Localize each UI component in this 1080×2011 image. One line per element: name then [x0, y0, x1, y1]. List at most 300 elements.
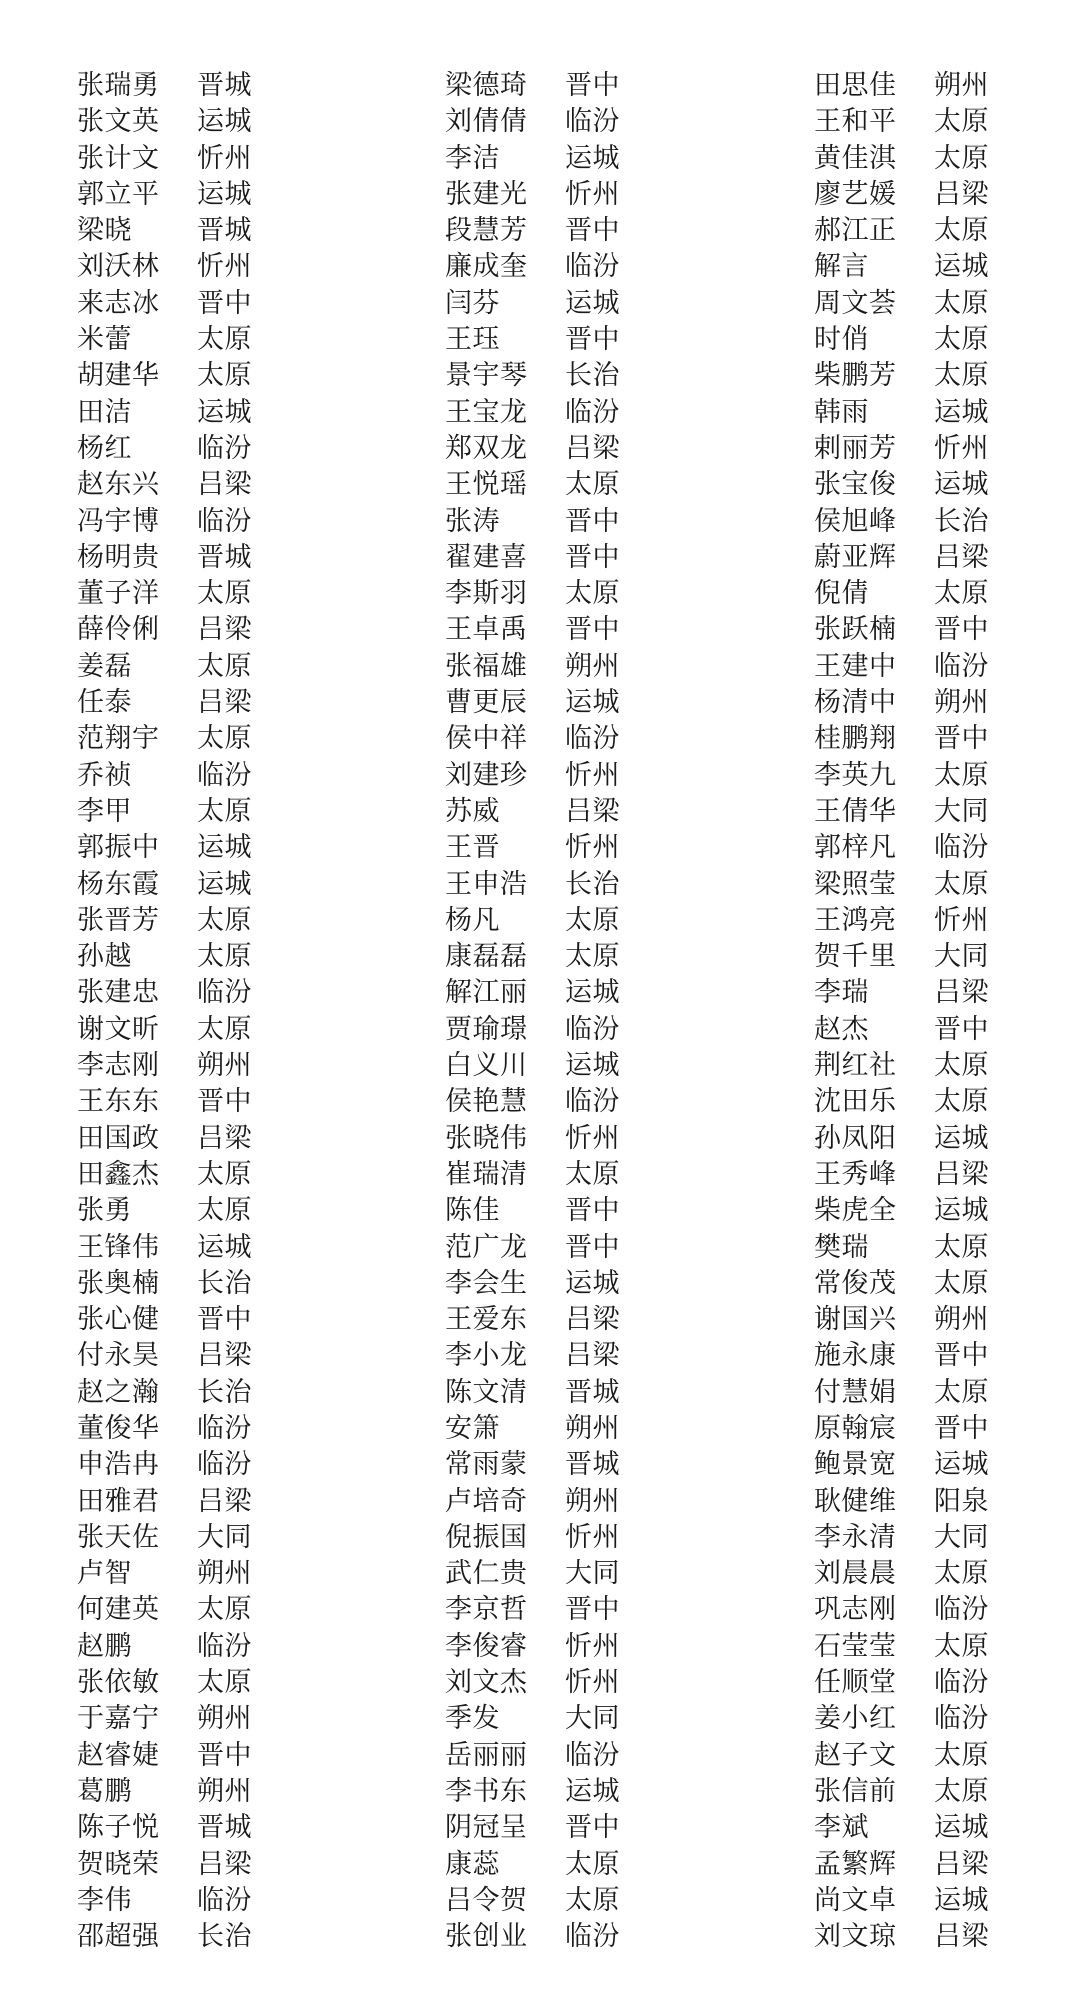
name-entry — [77, 431, 377, 467]
person-name: 郭立平 — [77, 178, 160, 210]
name-entry — [814, 1520, 1080, 1556]
name-entry — [814, 721, 1080, 757]
city-name: 吕梁 — [197, 1485, 252, 1517]
city-name: 晋城 — [197, 215, 252, 247]
name-entry — [77, 721, 377, 757]
name-entry — [77, 758, 377, 794]
name-entry — [814, 1592, 1080, 1628]
name-entry — [445, 1338, 745, 1374]
name-entry — [445, 758, 745, 794]
person-name: 于嘉宁 — [77, 1703, 160, 1735]
name-entry — [77, 685, 377, 721]
person-name: 任顺堂 — [814, 1667, 897, 1699]
name-entry — [445, 1157, 745, 1193]
city-name: 临汾 — [565, 723, 620, 755]
city-name: 长治 — [197, 1376, 252, 1408]
person-name: 刘倩倩 — [445, 106, 528, 138]
city-name: 朔州 — [934, 1304, 989, 1336]
person-name: 杨东霞 — [77, 868, 160, 900]
city-name: 运城 — [565, 687, 620, 719]
city-name: 运城 — [565, 287, 620, 319]
name-entry — [77, 1847, 377, 1883]
person-name: 吕令贺 — [445, 1884, 528, 1916]
person-name: 张瑞勇 — [77, 70, 160, 101]
name-entry — [814, 177, 1080, 213]
person-name: 安箫 — [445, 1412, 500, 1444]
city-name: 运城 — [565, 142, 620, 174]
name-entry — [814, 1048, 1080, 1084]
person-name: 孙凤阳 — [814, 1122, 897, 1154]
name-entry — [445, 1302, 745, 1338]
city-name: 晋城 — [197, 70, 252, 101]
city-name: 临汾 — [934, 1667, 989, 1699]
person-name: 李书东 — [445, 1775, 528, 1807]
city-name: 太原 — [565, 941, 620, 973]
person-name: 孟繁辉 — [814, 1848, 897, 1880]
city-name: 太原 — [934, 1376, 989, 1408]
name-entry — [445, 1484, 745, 1520]
name-entry — [77, 576, 377, 612]
name-entry — [77, 939, 377, 975]
person-name: 张晓伟 — [445, 1122, 528, 1154]
person-name: 施永康 — [814, 1340, 897, 1372]
city-name: 临汾 — [197, 1449, 252, 1481]
name-entry — [77, 395, 377, 431]
person-name: 常俊茂 — [814, 1267, 897, 1299]
city-name: 临汾 — [565, 1739, 620, 1771]
person-name: 张勇 — [77, 1195, 132, 1227]
person-name: 刘沃林 — [77, 251, 160, 283]
city-name: 吕梁 — [565, 795, 620, 827]
city-name: 吕梁 — [565, 432, 620, 464]
person-name: 解言 — [814, 251, 869, 283]
name-entry — [814, 975, 1080, 1011]
name-entry — [814, 576, 1080, 612]
city-name: 吕梁 — [934, 1921, 989, 1953]
city-name: 太原 — [197, 578, 252, 610]
person-name: 王锋伟 — [77, 1231, 160, 1263]
name-entry — [445, 1411, 745, 1447]
person-name: 贺晓荣 — [77, 1848, 160, 1880]
city-name: 吕梁 — [934, 1848, 989, 1880]
person-name: 田洁 — [77, 396, 132, 428]
city-name: 临汾 — [197, 977, 252, 1009]
person-name: 冯宇博 — [77, 505, 160, 537]
person-name: 郑双龙 — [445, 432, 528, 464]
city-name: 运城 — [934, 251, 989, 283]
person-name: 刘文琼 — [814, 1921, 897, 1953]
person-name: 原翰宸 — [814, 1412, 897, 1444]
name-entry — [814, 758, 1080, 794]
person-name: 李俊睿 — [445, 1630, 528, 1662]
city-name: 运城 — [197, 396, 252, 428]
city-name: 临汾 — [565, 1013, 620, 1045]
city-name: 运城 — [934, 1122, 989, 1154]
name-entry — [77, 867, 377, 903]
city-name: 太原 — [197, 360, 252, 392]
city-name: 运城 — [197, 178, 252, 210]
person-name: 翟建喜 — [445, 541, 528, 573]
city-name: 晋中 — [934, 723, 989, 755]
name-entry — [445, 576, 745, 612]
person-name: 何建英 — [77, 1594, 160, 1626]
name-entry — [814, 1230, 1080, 1266]
person-name: 廖艺媛 — [814, 178, 897, 210]
name-entry — [814, 322, 1080, 358]
city-name: 太原 — [934, 287, 989, 319]
name-entry — [445, 504, 745, 540]
city-name: 太原 — [934, 215, 989, 247]
person-name: 张建忠 — [77, 977, 160, 1009]
name-entry — [445, 975, 745, 1011]
person-name: 米蕾 — [77, 324, 132, 356]
city-name: 忻州 — [197, 251, 252, 283]
name-entry — [445, 1883, 745, 1919]
name-entry — [445, 649, 745, 685]
city-name: 太原 — [565, 1158, 620, 1190]
person-name: 樊瑞 — [814, 1231, 869, 1263]
person-name: 任泰 — [77, 687, 132, 719]
name-entry — [77, 213, 377, 249]
person-name: 武仁贵 — [445, 1558, 528, 1590]
name-entry — [77, 1266, 377, 1302]
city-name: 运城 — [565, 1267, 620, 1299]
city-name: 太原 — [934, 1267, 989, 1299]
name-entry — [77, 975, 377, 1011]
city-name: 朔州 — [934, 70, 989, 101]
name-entry — [814, 867, 1080, 903]
person-name: 贺千里 — [814, 941, 897, 973]
city-name: 晋中 — [565, 614, 620, 646]
name-entry — [77, 68, 377, 104]
name-entry — [814, 1847, 1080, 1883]
name-entry — [77, 1520, 377, 1556]
person-name: 王宝龙 — [445, 396, 528, 428]
name-entry — [814, 1375, 1080, 1411]
city-name: 太原 — [934, 324, 989, 356]
city-name: 临汾 — [197, 432, 252, 464]
name-entry — [445, 685, 745, 721]
person-name: 姜小红 — [814, 1703, 897, 1735]
name-entry — [445, 540, 745, 576]
city-name: 运城 — [934, 396, 989, 428]
person-name: 贾瑜璟 — [445, 1013, 528, 1045]
person-name: 刘晨晨 — [814, 1558, 897, 1590]
person-name: 尚文卓 — [814, 1884, 897, 1916]
name-entry — [77, 1738, 377, 1774]
name-entry — [445, 1121, 745, 1157]
name-entry — [814, 939, 1080, 975]
city-name: 阳泉 — [934, 1485, 989, 1517]
person-name: 倪振国 — [445, 1521, 528, 1553]
city-name: 晋中 — [934, 614, 989, 646]
person-name: 张计文 — [77, 142, 160, 174]
name-entry — [77, 649, 377, 685]
person-name: 付慧娟 — [814, 1376, 897, 1408]
person-name: 范广龙 — [445, 1231, 528, 1263]
city-name: 晋中 — [565, 1231, 620, 1263]
city-name: 太原 — [934, 1775, 989, 1807]
person-name: 张跃楠 — [814, 614, 897, 646]
person-name: 郭梓凡 — [814, 832, 897, 864]
name-entry — [445, 1847, 745, 1883]
city-name: 晋城 — [197, 541, 252, 573]
city-name: 吕梁 — [197, 687, 252, 719]
person-name: 倪倩 — [814, 578, 869, 610]
person-name: 张建光 — [445, 178, 528, 210]
person-name: 张天佐 — [77, 1521, 160, 1553]
name-entry — [445, 1556, 745, 1592]
person-name: 侯艳慧 — [445, 1086, 528, 1118]
name-entry — [77, 504, 377, 540]
person-name: 巩志刚 — [814, 1594, 897, 1626]
name-entry — [814, 1556, 1080, 1592]
city-name: 太原 — [565, 578, 620, 610]
name-entry — [77, 322, 377, 358]
city-name: 吕梁 — [197, 1122, 252, 1154]
name-entry — [445, 395, 745, 431]
person-name: 乔祯 — [77, 759, 132, 791]
city-name: 吕梁 — [565, 1304, 620, 1336]
city-name: 太原 — [197, 941, 252, 973]
name-entry — [814, 1266, 1080, 1302]
city-name: 吕梁 — [934, 1158, 989, 1190]
name-entry — [814, 141, 1080, 177]
city-name: 吕梁 — [197, 469, 252, 501]
city-name: 长治 — [565, 360, 620, 392]
person-name: 岳丽丽 — [445, 1739, 528, 1771]
city-name: 太原 — [197, 904, 252, 936]
name-entry — [445, 794, 745, 830]
person-name: 张福雄 — [445, 650, 528, 682]
name-entry — [445, 431, 745, 467]
person-name: 赵之瀚 — [77, 1376, 160, 1408]
city-name: 太原 — [197, 1667, 252, 1699]
name-entry — [445, 939, 745, 975]
name-entry — [77, 1411, 377, 1447]
name-entry — [814, 830, 1080, 866]
person-name: 薛伶俐 — [77, 614, 160, 646]
city-name: 朔州 — [197, 1558, 252, 1590]
city-name: 长治 — [197, 1267, 252, 1299]
city-name: 忻州 — [197, 142, 252, 174]
name-entry — [77, 1048, 377, 1084]
city-name: 太原 — [934, 1050, 989, 1082]
name-entry — [814, 1447, 1080, 1483]
city-name: 晋中 — [565, 541, 620, 573]
person-name: 康磊磊 — [445, 941, 528, 973]
name-entry — [814, 1919, 1080, 1955]
person-name: 郝江正 — [814, 215, 897, 247]
person-name: 黄佳淇 — [814, 142, 897, 174]
name-entry — [445, 1701, 745, 1737]
name-entry — [814, 794, 1080, 830]
person-name: 季发 — [445, 1703, 500, 1735]
name-entry — [814, 431, 1080, 467]
name-entry — [445, 721, 745, 757]
name-entry — [77, 830, 377, 866]
city-name: 晋中 — [934, 1013, 989, 1045]
person-name: 景宇琴 — [445, 360, 528, 392]
city-name: 太原 — [565, 1884, 620, 1916]
name-entry — [77, 141, 377, 177]
name-entry — [445, 1447, 745, 1483]
name-entry — [814, 1484, 1080, 1520]
city-name: 太原 — [934, 360, 989, 392]
city-name: 忻州 — [565, 759, 620, 791]
city-name: 临汾 — [197, 505, 252, 537]
name-entry — [445, 68, 745, 104]
city-name: 太原 — [934, 1231, 989, 1263]
city-name: 晋中 — [565, 70, 620, 101]
person-name: 张宝俊 — [814, 469, 897, 501]
name-entry — [77, 1919, 377, 1955]
city-name: 忻州 — [565, 1521, 620, 1553]
person-name: 王珏 — [445, 324, 500, 356]
person-name: 李京哲 — [445, 1594, 528, 1626]
name-entry — [814, 286, 1080, 322]
name-entry — [814, 1302, 1080, 1338]
person-name: 杨明贵 — [77, 541, 160, 573]
name-column-1 — [77, 68, 377, 1955]
name-entry — [77, 1302, 377, 1338]
city-name: 运城 — [934, 1195, 989, 1227]
person-name: 赵睿婕 — [77, 1739, 160, 1771]
name-entry — [814, 1411, 1080, 1447]
city-name: 忻州 — [934, 432, 989, 464]
city-name: 临汾 — [197, 1412, 252, 1444]
person-name: 侯中祥 — [445, 723, 528, 755]
city-name: 临汾 — [934, 650, 989, 682]
name-entry — [445, 1375, 745, 1411]
person-name: 柴鹏芳 — [814, 360, 897, 392]
name-entry — [77, 104, 377, 140]
city-name: 忻州 — [565, 1122, 620, 1154]
name-entry — [445, 286, 745, 322]
city-name: 晋中 — [565, 1195, 620, 1227]
person-name: 邵超强 — [77, 1921, 160, 1953]
person-name: 李永清 — [814, 1521, 897, 1553]
person-name: 胡建华 — [77, 360, 160, 392]
person-name: 耿健维 — [814, 1485, 897, 1517]
city-name: 晋城 — [565, 1376, 620, 1408]
city-name: 临汾 — [197, 759, 252, 791]
name-entry — [814, 903, 1080, 939]
name-entry — [77, 1338, 377, 1374]
person-name: 赵鹏 — [77, 1630, 132, 1662]
city-name: 太原 — [197, 650, 252, 682]
city-name: 朔州 — [565, 650, 620, 682]
city-name: 大同 — [934, 1521, 989, 1553]
name-entry — [814, 1701, 1080, 1737]
city-name: 朔州 — [934, 687, 989, 719]
city-name: 临汾 — [934, 1594, 989, 1626]
person-name: 曹更辰 — [445, 687, 528, 719]
name-entry — [445, 903, 745, 939]
name-entry — [445, 1629, 745, 1665]
person-name: 王秀峰 — [814, 1158, 897, 1190]
city-name: 运城 — [197, 832, 252, 864]
person-name: 孙越 — [77, 941, 132, 973]
name-entry — [814, 213, 1080, 249]
person-name: 李会生 — [445, 1267, 528, 1299]
person-name: 刘建珍 — [445, 759, 528, 791]
person-name: 梁晓 — [77, 215, 132, 247]
name-entry — [77, 1193, 377, 1229]
person-name: 康蕊 — [445, 1848, 500, 1880]
city-name: 吕梁 — [934, 541, 989, 573]
person-name: 柴虎全 — [814, 1195, 897, 1227]
person-name: 韩雨 — [814, 396, 869, 428]
person-name: 张心健 — [77, 1304, 160, 1336]
name-entry — [445, 1048, 745, 1084]
city-name: 运城 — [197, 868, 252, 900]
name-entry — [445, 141, 745, 177]
name-column-2 — [445, 68, 745, 1955]
city-name: 太原 — [934, 106, 989, 138]
person-name: 刘文杰 — [445, 1667, 528, 1699]
person-name: 王倩华 — [814, 795, 897, 827]
person-name: 谢文昕 — [77, 1013, 160, 1045]
city-name: 太原 — [934, 1086, 989, 1118]
name-entry — [77, 794, 377, 830]
person-name: 王申浩 — [445, 868, 528, 900]
city-name: 太原 — [197, 723, 252, 755]
city-name: 朔州 — [197, 1703, 252, 1735]
city-name: 朔州 — [565, 1412, 620, 1444]
city-name: 运城 — [565, 977, 620, 1009]
person-name: 陈佳 — [445, 1195, 500, 1227]
city-name: 大同 — [197, 1521, 252, 1553]
name-entry — [445, 213, 745, 249]
city-name: 忻州 — [565, 1667, 620, 1699]
name-entry — [445, 1774, 745, 1810]
city-name: 晋中 — [565, 215, 620, 247]
person-name: 周文荟 — [814, 287, 897, 319]
city-name: 运城 — [565, 1050, 620, 1082]
city-name: 长治 — [565, 868, 620, 900]
person-name: 蔚亚辉 — [814, 541, 897, 573]
name-entry — [77, 1810, 377, 1846]
person-name: 赵杰 — [814, 1013, 869, 1045]
name-entry — [814, 685, 1080, 721]
person-name: 王和平 — [814, 106, 897, 138]
person-name: 李洁 — [445, 142, 500, 174]
person-name: 阴冠呈 — [445, 1812, 528, 1844]
name-entry — [445, 867, 745, 903]
name-entry — [77, 249, 377, 285]
person-name: 董子洋 — [77, 578, 160, 610]
name-entry — [445, 467, 745, 503]
city-name: 太原 — [934, 142, 989, 174]
person-name: 常雨蒙 — [445, 1449, 528, 1481]
city-name: 太原 — [197, 1195, 252, 1227]
city-name: 太原 — [197, 1013, 252, 1045]
name-entry — [445, 1266, 745, 1302]
city-name: 朔州 — [197, 1050, 252, 1082]
city-name: 忻州 — [565, 178, 620, 210]
person-name: 王鸿亮 — [814, 904, 897, 936]
person-name: 荆红社 — [814, 1050, 897, 1082]
name-entry — [445, 1810, 745, 1846]
name-entry — [814, 249, 1080, 285]
city-name: 大同 — [934, 795, 989, 827]
city-name: 晋中 — [934, 1412, 989, 1444]
person-name: 杨红 — [77, 432, 132, 464]
name-entry — [814, 1883, 1080, 1919]
person-name: 李志刚 — [77, 1050, 160, 1082]
city-name: 临汾 — [197, 1884, 252, 1916]
